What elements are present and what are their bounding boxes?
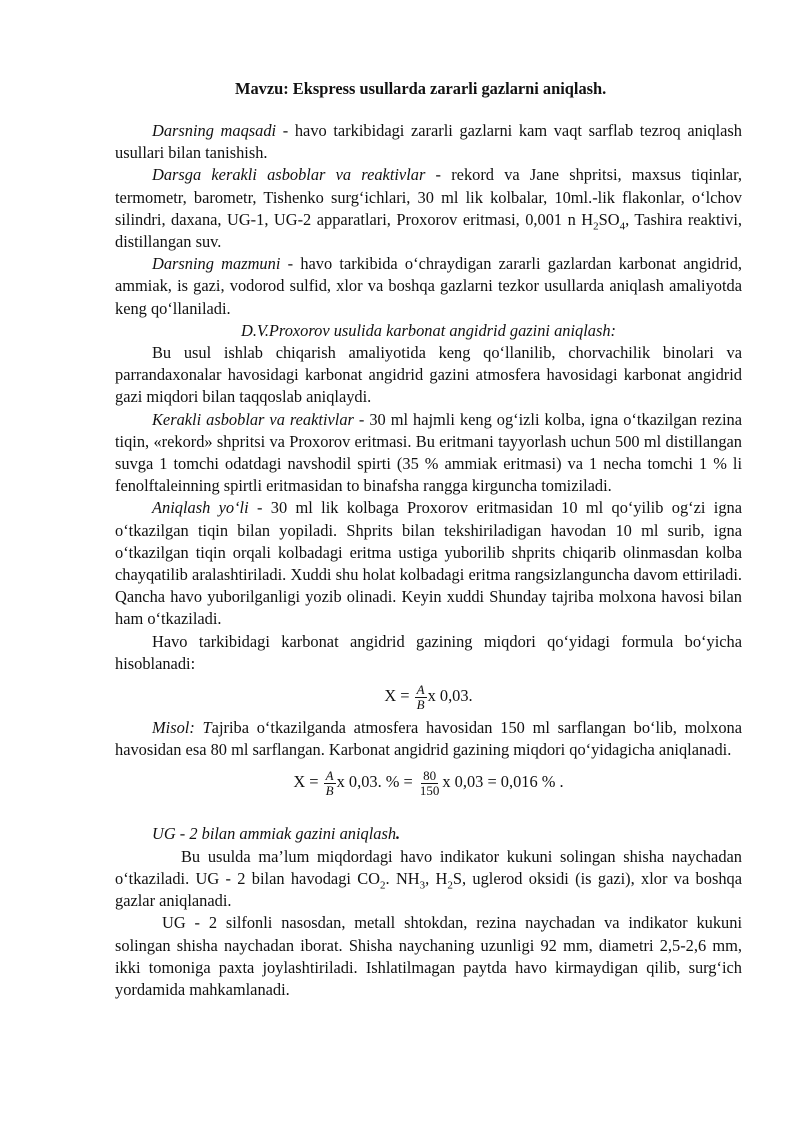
procedure-text: - 30 ml lik kolbaga Proxorov eritmasidan 10 ml qo‘yilib og‘zi igna o‘tkazilgan tiqin bilan yopiladi. Shprits bilan tekshiriladigan havodan 10 ml surib, igna o‘tkazilgan tiqin orqali kolbadagi eritma ustiga yuborilib shprits chiqarib olinmasdan kolba chayqatilib aralashtiriladi. Xuddi shu holat kolbadagi eritma rangsizlanguncha davom ettiriladi. Qancha havo yuborilganligi yozib olinadi. Keyin xuddi Shunday tajriba molxona havosi bilan ham o‘tkaziladi. (115, 498, 742, 629)
formula-example-numerator-1: A (325, 768, 334, 784)
paragraph-ug2-method (115, 846, 742, 913)
formula-example-fraction-1 (324, 769, 336, 798)
formula-example (115, 765, 742, 799)
example-label: Misol: T (152, 718, 212, 738)
ug2-mid-2: , H (425, 868, 448, 888)
goal-label: Darsning maqsadi (152, 121, 277, 140)
procedure-label: Aniqlash yo‘li (152, 498, 249, 518)
formula-example-denominator-2: 150 (419, 783, 440, 799)
equipment-label: Darsga kerakli asboblar va reaktivlar (152, 165, 426, 185)
goal-text: - havo tarkibidagi zararli gazlarni kam vaqt sarflab tezroq aniqlash usullari bilan tanishish. (115, 121, 743, 163)
equipment-mid: SO (598, 209, 620, 229)
formula-main-fraction (415, 683, 427, 712)
example-text: ajriba o‘tkazilganda atmosfera havosidan 150 ml sarflangan bo‘lib, molxona havosidan esa 80 ml sarflangan. Karbonat angidrid gazining miqdori qo‘yidagicha aniqlanadi. (115, 718, 743, 760)
formula-main-lhs: X = (384, 686, 414, 706)
formula-main-rhs: x 0,03. (427, 686, 473, 706)
page-title: Mavzu: Ekspress usullarda zararli gazlarni aniqlash. (235, 79, 607, 98)
section-title-ug2 (115, 823, 742, 845)
paragraph-equipment (115, 164, 742, 253)
document-page (115, 78, 742, 1001)
equipment-sub-2: 4 (619, 220, 626, 233)
section-title-ug2-text: UG - 2 bilan ammiak gazini aniqlash (152, 824, 397, 844)
formula-example-denominator-1: B (325, 783, 334, 799)
reagents-text: - 30 ml hajmli keng og‘izli kolba, igna o‘tkazilgan rezina tiqin, «rekord» shpritsi va Proxorov eritmasi. Bu eritmani tayyorlash uchun 500 ml distillangan suvga 1 tomchi odatdagi navshodil spirti (35 % ammiak eritmasi) va 1 necha tomchi 1 % li fenolftaleinning spirtli eritmasidan to binafsha rangga kirguncha tomiziladi. (115, 409, 742, 496)
paragraph-goal (115, 120, 742, 164)
section-title-proxorov: D.V.Proxorov usulida karbonat angidrid gazini aniqlash: (240, 320, 616, 340)
paragraph-method-intro: Bu usul ishlab chiqarish amaliyotida keng qo‘llanilib, chorvachilik binolari va parrandaxonalar havosidagi karbonat angidrid gazini atmosfera havosidagi karbonat angidrid gazi miqdori bilan taqqoslab aniqlaydi. (115, 343, 742, 407)
ug2-sub-3: 2 (447, 879, 453, 892)
formula-example-rhs: x 0,03 = 0,016 % . (442, 772, 564, 792)
paragraph-content (115, 253, 742, 320)
formula-example-lhs: X = (293, 772, 323, 792)
ug2-sub-2: 3 (419, 879, 426, 892)
ug2-end: S, uglerod oksidi (is gazi), xlor va boshqa gazlar aniqlanadi. (115, 868, 742, 911)
formula-main-numerator: A (416, 681, 425, 697)
formula-main (115, 679, 742, 713)
content-label: Darsning mazmuni (152, 254, 281, 274)
equipment-sub-1: 2 (593, 220, 599, 233)
formula-main-denominator: B (416, 696, 425, 712)
paragraph-procedure (115, 497, 742, 630)
formula-example-fraction-2 (418, 769, 442, 798)
equipment-end: , Tashira reaktivi, distillangan suv. (115, 209, 742, 252)
ug2-method-text: Bu usulda ma’lum miqdordagi havo indikator kukuni solingan shisha naychadan o‘tkaziladi. UG - 2 bilan havodagi CO (115, 846, 742, 888)
spacer (115, 803, 742, 823)
paragraph-example (115, 717, 742, 761)
paragraph-formula-intro: Havo tarkibidagi karbonat angidrid gazining miqdori qo‘yidagi formula bo‘yicha hisoblanadi: (115, 631, 742, 673)
formula-example-numerator-2: 80 (423, 768, 437, 784)
formula-example-mid: x 0,03. % = (336, 772, 417, 792)
equipment-text: - rekord va Jane shpritsi, maxsus tiqinlar, termometr, barometr, Tishenko surg‘ichlari, 30 ml lik kolbalar, 10ml.-lik flakonlar, o‘lchov silindri, daxana, UG-1, UG-2 apparatlari, Proxorov eritmasi, 0,001 n H (115, 165, 742, 229)
content-text: - havo tarkibida o‘chraydigan zararli gazlardan karbonat angidrid, ammiak, is gazi, vodorod sulfid, xlor va boshqa gazlarni tezkor usullarda aniqlash amaliyotda keng qo‘llaniladi. (115, 254, 743, 318)
paragraph-reagents (115, 409, 742, 498)
ug2-sub-1: 2 (380, 879, 386, 892)
paragraph-ug2-device: UG - 2 silfonli nasosdan, metall shtokdan, rezina naychadan va indikator kukuni solingan shisha naychadan iborat. Shisha naychaning uzunligi 92 mm, diametri 2,5-2,6 mm, ikki tomoniga paxta joylashtiriladi. Ishlatilmagan paytda havo kirmaydigan qilib, surg‘ich yordamida mahkamlanadi. (115, 913, 742, 999)
ug2-mid-1: . NH (385, 868, 420, 888)
section-title-ug2-dot: . (396, 824, 401, 844)
reagents-label: Kerakli asboblar va reaktivlar (152, 409, 354, 429)
